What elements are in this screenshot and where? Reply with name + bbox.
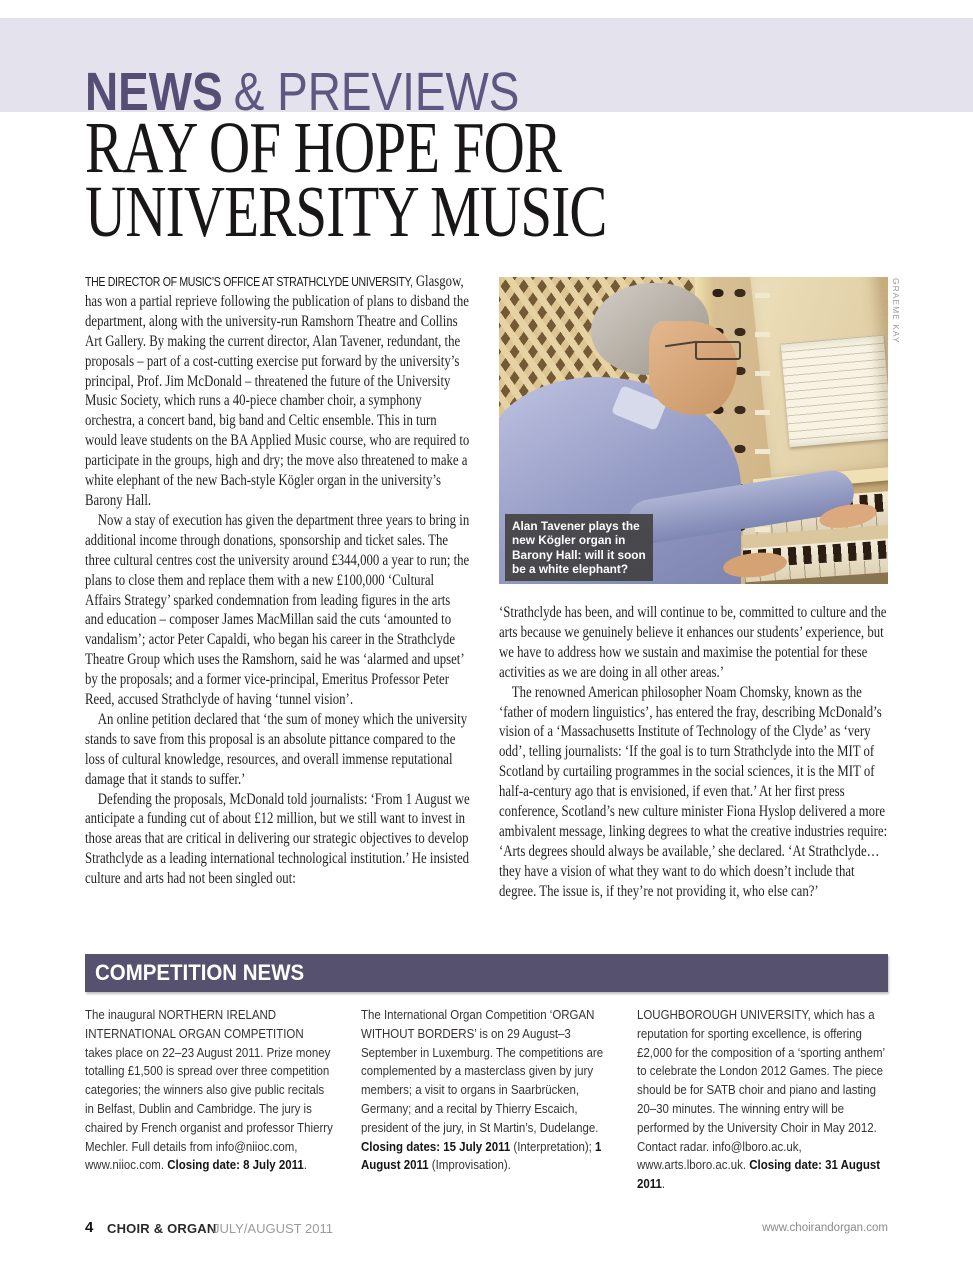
article-lead-in: THE DIRECTOR OF MUSIC’S OFFICE AT STRATHCLYDE UNIVERSITY,	[85, 274, 413, 289]
article-paragraph: The renowned American philosopher Noam Chomsky, known as the ‘father of modern linguistics’, has entered the fray, describing McDonald’s vision of a ‘Massachusetts Institute of Technology of the Clyde’ as ‘very odd’, telling journalists: ‘If the goal is to turn Strathclyde into the MIT of Scotland by curtailing programmes in the social sciences, it is the MIT of half-a-century ago that is envisioned, if even that.’ At her first press conference, Scotland’s new culture minister Fiona Hyslop delivered a more ambivalent message, linking degrees to what the creative industries require: ‘Arts degrees should always be available,’ she declared. ‘At Strathclyde… they have a vision of what they want to do which doesn’t include that degree. The issue is, if they’re not providing it, who else can?’	[499, 683, 888, 900]
competition-news-section	[85, 1006, 888, 1206]
article-photo	[499, 277, 888, 584]
issue-date: JULY/AUGUST 2011	[213, 1221, 333, 1236]
article-paragraph	[85, 272, 471, 511]
competition-item-text: LOUGHBOROUGH UNIVERSITY, which has a reputation for sporting excellence, is offering £2,000 for the composition of a ‘sporting anthem’ to celebrate the London 2012 Games. The piece should be for SATB choir and piano and lasting 20–30 minutes. The winning entry will be performed by the University Choir in May 2012. Contact radar. info@lboro.ac.uk, www.arts.lboro.ac.uk.	[637, 1007, 885, 1173]
article-paragraph: Defending the proposals, McDonald told journalists: ‘From 1 August we anticipate a funding cut of about £12 million, but we still want to invest in those areas that are critical in delivering our strategic objectives to develop Strathclyde as a leading international technological institution.’ He insisted culture and arts had not been singled out:	[85, 790, 470, 888]
photo-caption: Alan Tavener plays the new Kögler organ in Barony Hall: will it soon be a white elephant?	[505, 514, 653, 581]
section-title-news: NEWS	[85, 62, 223, 122]
section-title-previews: & PREVIEWS	[233, 62, 520, 122]
competition-item-text: .	[303, 1157, 307, 1173]
article-p1-text: Glasgow, has won a partial reprieve following the publication of plans to disband the department, along with the university-run Ramshorn Theatre and Collins Art Gallery. By making the current director, Alan Tavener, redundant, the proposals – part of a cost-cutting exercise put forward by the university’s principal, Prof. Jim McDonald – threatened the future of the University Music Society, which runs a 40-piece chamber choir, a symphony orchestra, a concert band, big band and Celtic ensemble. This in turn would leave students on the BA Applied Music course, who are required to participate in the groups, high and dry; the move also threatened to make a white elephant of the new Bach-style Kögler organ in the university’s Barony Hall.	[85, 273, 470, 509]
article-headline	[85, 107, 607, 252]
competition-item-niioc	[85, 1006, 334, 1175]
photo-credit: GRAEME KAY	[891, 278, 901, 344]
article-column-left	[85, 272, 471, 889]
competition-item-text: The inaugural NORTHERN IRELAND INTERNATIONAL ORGAN COMPETITION takes place on 22–23 August 2011. Prize money totalling £1,500 is spread over three competition categories; the winners also give public recitals in Belfast, Dublin and Cambridge. The jury is chaired by French organist and professor Thierry Mechler. Full details from info@niioc.com, www.niioc.com.	[85, 1007, 333, 1173]
article-paragraph: ‘Strathclyde has been, and will continue to be, committed to culture and the arts because we genuinely believe it enhances our students’ experience, but we have to address how we sustain and maximise the potential for these activities as we are doing in all other areas.’	[499, 604, 887, 681]
article-column-right	[499, 603, 889, 902]
magazine-name: CHOIR & ORGAN	[107, 1221, 217, 1236]
section-header-band	[0, 18, 973, 122]
headline-line1: RAY OF HOPE FOR	[85, 107, 562, 188]
closing-date: Closing dates: 15 July 2011	[361, 1138, 511, 1154]
magazine-website: www.choirandorgan.com	[762, 1222, 888, 1234]
page-footer	[85, 1219, 888, 1239]
page-number: 4	[85, 1219, 94, 1236]
closing-date: Closing date: 31 August 2011	[637, 1157, 881, 1192]
headline-line2: UNIVERSITY MUSIC	[85, 171, 607, 252]
article-paragraph: An online petition declared that ‘the sum of money which the university stands to save from this proposal is an absolute pittance compared to the loss of cultural knowledge, resources, and overall immense reputational damage that it stands to suffer.’	[85, 710, 468, 788]
photo-organist-glasses	[695, 341, 741, 360]
competition-item-loughborough	[637, 1006, 886, 1194]
competition-item-text: (Improvisation).	[428, 1157, 511, 1173]
competition-item-text: (Interpretation);	[510, 1138, 596, 1154]
competition-item-text: .	[661, 1176, 666, 1192]
photo-sheet-music	[781, 335, 888, 448]
closing-date: Closing date: 8 July 2011	[167, 1157, 304, 1173]
competition-item-organ-without-borders	[361, 1006, 610, 1175]
photo-organist-face	[649, 321, 737, 415]
article-paragraph: Now a stay of execution has given the department three years to bring in additional income through donations, sponsorship and ticket sales. The three cultural centres cost the university around £344,000 a year to run; the plans to close them and replace them with a new £100,000 ‘Cultural Affairs Strategy’ sparked condemnation from leading figures in the arts and education – composer James MacMillan said the cuts ‘amounted to vandalism’; actor Peter Capaldi, who began his career in the Strathclyde Theatre Group which uses the Ramshorn, said he was ‘alarmed and upset’ by the proposals; and a former vice-principal, Emeritus Professor Peter Reed, accused Strathclyde of having ‘tunnel vision’.	[85, 511, 470, 709]
competition-news-banner-label: COMPETITION NEWS	[95, 960, 305, 985]
competition-news-banner	[85, 954, 888, 992]
closing-date: 1 August 2011	[361, 1138, 602, 1173]
competition-item-text: The International Organ Competition ‘ORGAN WITHOUT BORDERS’ is on 29 August–3 September in Luxemburg. The competitions are complemented by a masterclass given by jury members; a visit to organs in Saarbrücken, Germany; and a recital by Thierry Escaich, president of the jury, in St Martin’s, Dudelange.	[361, 1007, 604, 1135]
